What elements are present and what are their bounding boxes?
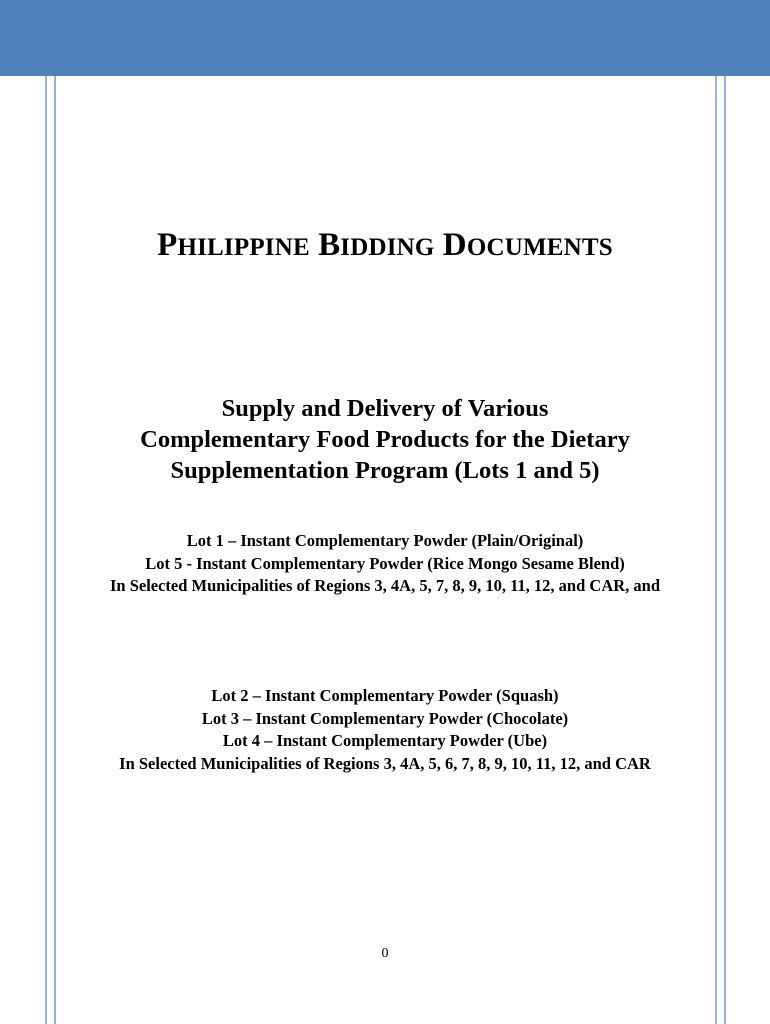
lots-group-b	[80, 685, 690, 775]
right-border-inner	[715, 76, 717, 1024]
document-title	[0, 226, 770, 264]
lots-group-a-regions: In Selected Municipalities of Regions 3, 4A, 5, 7, 8, 9, 10, 11, 12, and CAR, and	[109, 576, 661, 595]
subtitle-line-3: Supplementation Program (Lots 1 and 5)	[170, 457, 600, 484]
right-border-outer	[724, 76, 726, 1024]
page-number: 0	[381, 946, 389, 961]
title-initial-b: B	[318, 227, 341, 263]
title-initial-p: P	[157, 227, 178, 263]
title-word-philippine: HILIPPINE	[177, 234, 310, 261]
lot-5-description: Lot 5 - Instant Complementary Powder (Rice Mongo Sesame Blend)	[145, 553, 625, 573]
header-band	[0, 0, 770, 76]
title-word-bidding: IDDING	[340, 234, 435, 261]
project-subtitle	[80, 393, 690, 486]
subtitle-line-1: Supply and Delivery of Various	[221, 395, 549, 422]
left-border-inner	[54, 76, 56, 1024]
subtitle-line-2: Complementary Food Products for the Dietary	[140, 426, 630, 453]
title-word-documents: OCUMENTS	[466, 234, 613, 261]
lot-2-description: Lot 2 – Instant Complementary Powder (Squash)	[211, 686, 559, 705]
title-initial-d: D	[442, 227, 467, 263]
lot-4-description: Lot 4 – Instant Complementary Powder (Ube)	[222, 731, 548, 750]
left-border-outer	[45, 76, 47, 1024]
lot-1-description: Lot 1 – Instant Complementary Powder (Plain/Original)	[186, 531, 584, 550]
lots-group-a	[80, 530, 690, 598]
lots-group-b-regions: In Selected Municipalities of Regions 3, 4A, 5, 6, 7, 8, 9, 10, 11, 12, and CAR	[119, 753, 651, 773]
lot-3-description: Lot 3 – Instant Complementary Powder (Chocolate)	[201, 708, 569, 728]
